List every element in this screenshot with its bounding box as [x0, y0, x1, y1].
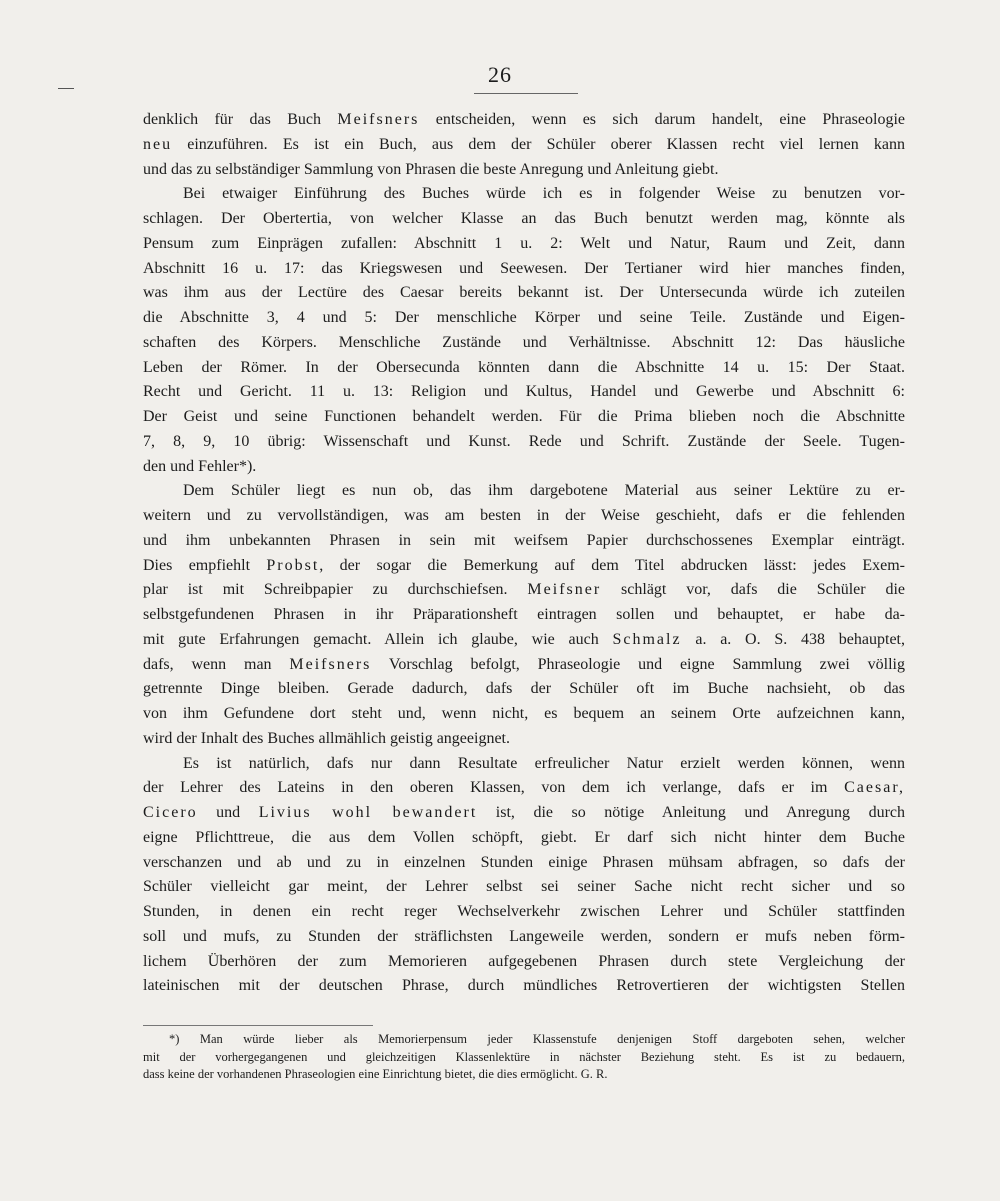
spaced-emphasis: Meifsner [527, 581, 602, 599]
text-run: Es ist natürlich, dafs nur dann Resultate erfreulicher Natur erzielt werden können, wenn [183, 754, 905, 772]
text-run: schaften des Körpers. Menschliche Zustände und Verhältnisse. Abschnitt 12: Das häusliche [143, 333, 905, 351]
page-number-rule [474, 93, 578, 94]
text-run: die Abschnitte 3, 4 und 5: Der menschliche Körper und seine Teile. Zustände und Eigen- [143, 309, 905, 326]
text-run: *) Man würde lieber als Memorierpensum jeder Klassenstufe denjenigen Stoff dargeboten sehen, welcher [169, 1032, 905, 1046]
body-line [143, 158, 905, 183]
text-run: schlagen. Der Obertertia, von welcher Klasse an das Buch benutzt werden mag, könnte als [143, 210, 905, 227]
spaced-emphasis: Caesar, [844, 779, 905, 797]
text-run: lichem Überhören der zum Memorieren aufgegebenen Phrasen durch stete Vergleichung der [143, 952, 905, 970]
body-line [143, 182, 905, 207]
body-line [143, 207, 905, 232]
text-run: Vorschlag befolgt, Phraseologie und eigne Sammlung zwei völlig [371, 655, 906, 673]
text-run: Schüler vielleicht gar meint, der Lehrer selbst sei seiner Sache nicht recht sicher und so [143, 878, 905, 896]
body-line [143, 554, 905, 579]
body-line [143, 306, 905, 331]
text-run: weitern und zu vervollständigen, was am besten in der Weise geschieht, dafs er die fehlenden [143, 507, 905, 524]
text-run: und ihm unbekannten Phrasen in sein mit weifsem Papier durchschossenes Exemplar einträgt. [143, 531, 905, 549]
text-run: Recht und Gericht. 11 u. 13: Religion und Kultus, Handel und Gewerbe und Abschnitt 6: [143, 383, 905, 401]
body-line [143, 504, 905, 529]
body-line [143, 851, 905, 876]
text-run: einzuführen. Es ist ein Buch, aus dem der Schüler oberer Klassen recht viel lernen kann [172, 135, 905, 153]
text-run: verschanzen und ab und zu in einzelnen Stunden einige Phrasen mühsam abfragen, so dafs der [143, 853, 905, 871]
text-run: 7, 8, 9, 10 übrig: Wissenschaft und Kunst. Rede und Schrift. Zustände der Seele. Tugen- [143, 432, 905, 450]
text-run: mit gute Erfahrungen gemacht. Allein ich glaube, wie auch [143, 630, 613, 648]
text-run: denklich für das Buch [143, 111, 338, 128]
text-run: ist, die so nötige Anleitung und Anregung durch [477, 804, 905, 821]
body-line [143, 974, 905, 999]
text-run: und [197, 804, 259, 821]
text-run: , der sogar die Bemerkung auf dem Titel abdrucken lässt: jedes Exem- [319, 556, 906, 574]
body-line [143, 900, 905, 925]
body-line [143, 702, 905, 727]
text-run: dafs, wenn man [143, 655, 290, 673]
footnotes [143, 1031, 905, 1084]
text-run: wird der Inhalt des Buches allmählich geistig angeeignet. [143, 729, 510, 747]
text-run: selbstgefundenen Phrasen in ihr Präparationsheft eintragen sollen und behauptet, er habe da- [143, 606, 905, 623]
page-number: 26 [488, 62, 512, 87]
text-run: Dem Schüler liegt es nun ob, das ihm dargebotene Material aus seiner Lektüre zu er- [183, 482, 905, 500]
text-run: mit der vorhergegangenen und gleichzeitigen Klassenlektüre in nächster Beziehung steht. Es ist zu bedauern, [143, 1049, 905, 1064]
text-run: Dies empfiehlt [143, 556, 267, 574]
text-run: Stunden, in denen ein recht reger Wechselverkehr zwischen Lehrer und Schüler stattfinden [143, 903, 905, 920]
text-run: a. a. O. S. 438 behauptet, [681, 630, 905, 648]
spaced-emphasis: Meifsners [337, 111, 420, 128]
body-line [143, 578, 905, 603]
body-line [143, 257, 905, 282]
text-run: Der Geist und seine Functionen behandelt werden. Für die Prima blieben noch die Abschnitte [143, 408, 905, 425]
spaced-emphasis: Cicero [143, 804, 198, 821]
body-line [143, 430, 905, 455]
text-run: plar ist mit Schreibpapier zu durchschiefsen. [143, 581, 528, 599]
body-line [143, 133, 905, 158]
footnote-line [143, 1049, 905, 1067]
body-line [143, 776, 905, 801]
body-line [143, 677, 905, 702]
text-run: der Lehrer des Lateins in den oberen Klassen, von dem ich verlange, dafs er im [143, 779, 845, 797]
footnote-line [143, 1066, 905, 1084]
body-line [143, 603, 905, 628]
body-line [143, 653, 905, 678]
text-run: und das zu selbständiger Sammlung von Phrasen die beste Anregung und Anleitung giebt. [143, 160, 719, 178]
text-run: Abschnitt 16 u. 17: das Kriegswesen und Seewesen. Der Tertianer wird hier manches finden, [143, 259, 905, 277]
body-line [143, 108, 905, 133]
body-line [143, 950, 905, 975]
body-line [143, 455, 905, 480]
text-run: eigne Pflichttreue, die aus dem Vollen schöpft, giebt. Er darf sich nicht hinter dem Buche [143, 828, 905, 846]
body-line [143, 356, 905, 381]
text-run: was ihm aus der Lectüre des Caesar bereits bekannt ist. Der Untersecunda würde ich zuteilen [143, 284, 905, 302]
text-run: Bei etwaiger Einführung des Buches würde ich es in folgender Weise zu benutzen vor- [183, 185, 905, 203]
body-line [143, 281, 905, 306]
text-run: von ihm Gefundene dort steht und, wenn nicht, es bequem an seinem Orte aufzeichnen kann, [143, 705, 905, 722]
body-line [143, 801, 905, 826]
body-text [143, 108, 905, 999]
spaced-emphasis: Schmalz [612, 630, 682, 648]
text-run: dass keine der vorhandenen Phraseologien eine Einrichtung bietet, die dies ermöglicht. G. R. [143, 1067, 608, 1081]
text-run: Leben der Römer. In der Obersecunda könnten dann die Abschnitte 14 u. 15: Der Staat. [143, 358, 905, 376]
body-line [143, 331, 905, 356]
body-line [143, 727, 905, 752]
body-line [143, 925, 905, 950]
spaced-emphasis: neu [143, 135, 173, 153]
text-run: Pensum zum Einprägen zufallen: Abschnitt 1 u. 2: Welt und Natur, Raum und Zeit, dann [143, 234, 905, 252]
footnote-line [143, 1031, 905, 1049]
body-line [143, 380, 905, 405]
margin-mark [58, 88, 74, 89]
body-line [143, 479, 905, 504]
body-line [143, 529, 905, 554]
text-run: lateinischen mit der deutschen Phrase, durch mündliches Retrovertieren der wichtigsten Stellen [143, 977, 905, 995]
spaced-emphasis: Probst [266, 556, 320, 574]
spaced-emphasis: Livius wohl bewandert [258, 804, 478, 821]
text-run: den und Fehler*). [143, 457, 257, 475]
text-run: getrennte Dinge bleiben. Gerade dadurch, dafs der Schüler oft im Buche nachsieht, ob das [143, 680, 905, 698]
body-line [143, 752, 905, 777]
footnote-rule [143, 1025, 373, 1026]
text-run: soll und mufs, zu Stunden der sträflichsten Langeweile werden, sondern er mufs neben förm- [143, 927, 905, 945]
body-line [143, 826, 905, 851]
text-run: schlägt vor, dafs die Schüler die [601, 581, 905, 599]
text-run: entscheiden, wenn es sich darum handelt, eine Phraseologie [419, 111, 905, 128]
body-line [143, 232, 905, 257]
spaced-emphasis: Meifsners [289, 655, 372, 673]
body-line [143, 405, 905, 430]
body-line [143, 628, 905, 653]
body-line [143, 875, 905, 900]
